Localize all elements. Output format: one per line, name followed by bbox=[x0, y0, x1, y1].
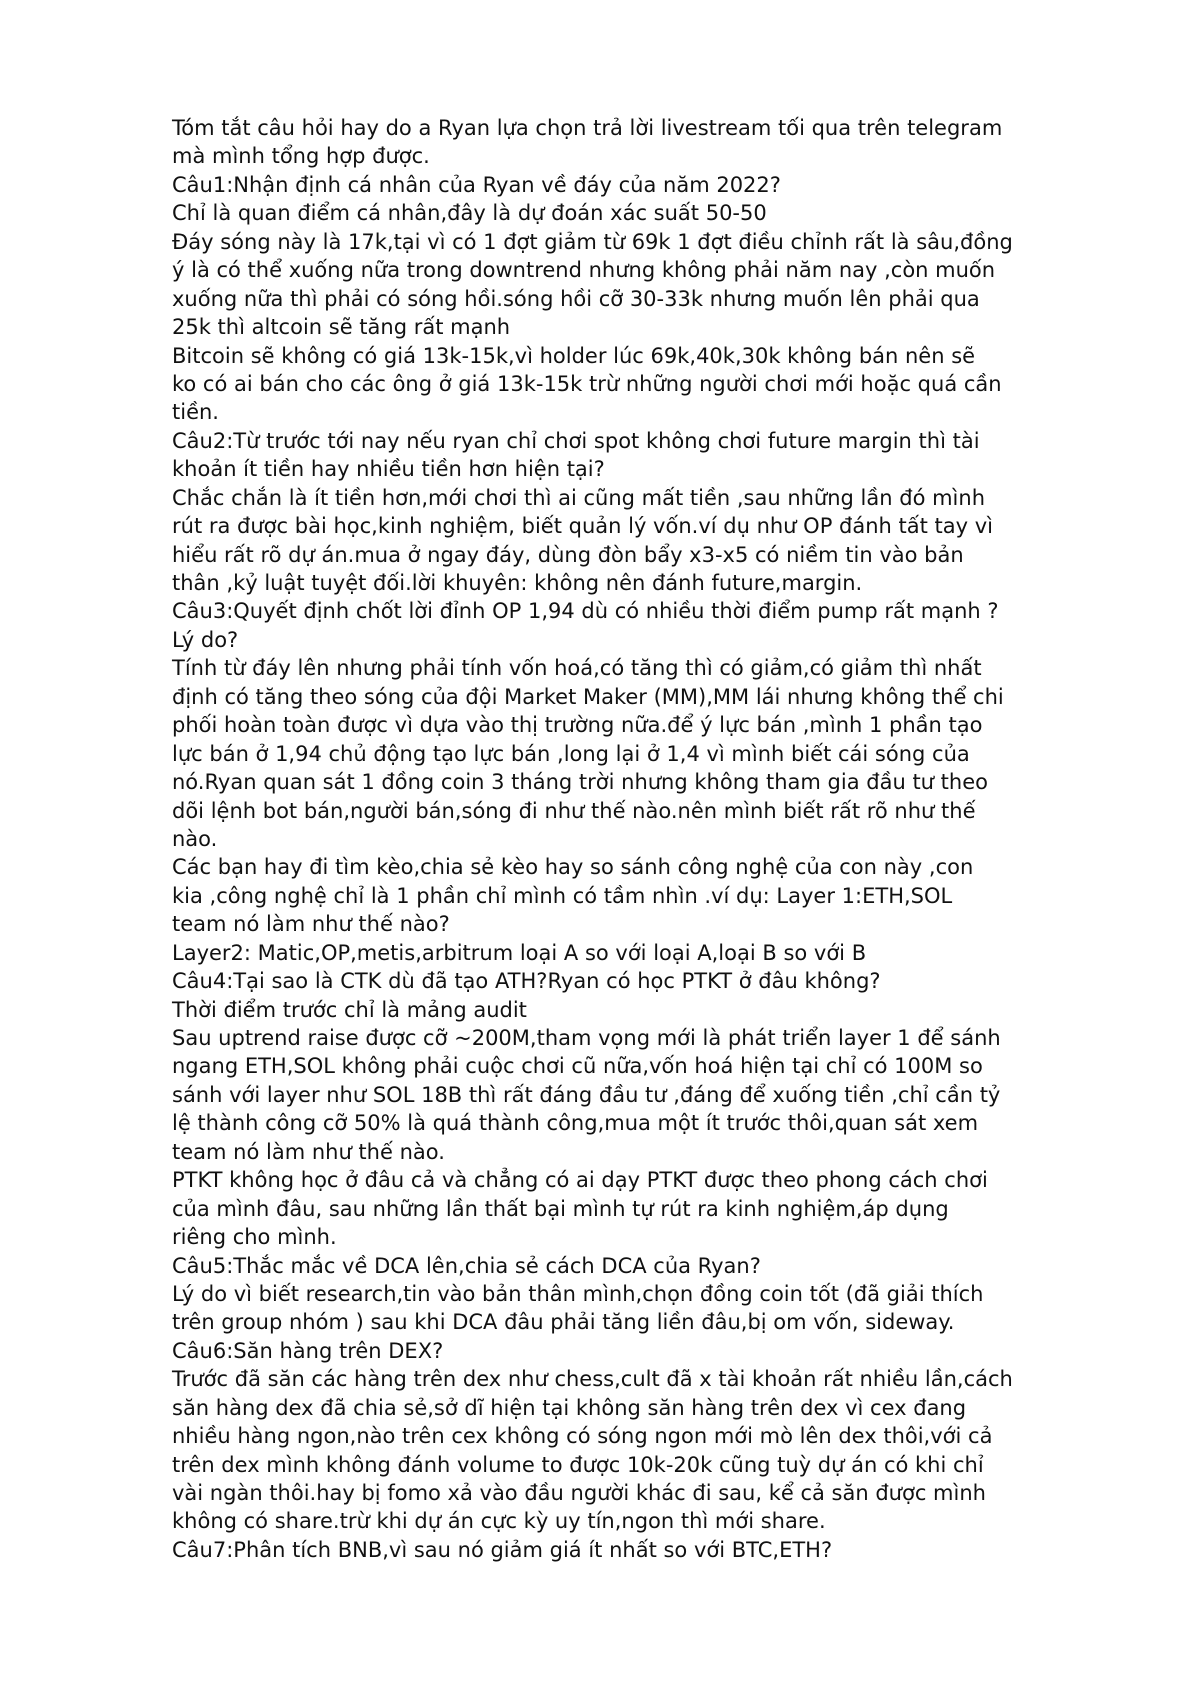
answer-line: nó.Ryan quan sát 1 đồng coin 3 tháng trời nhưng không tham gia đầu tư theo bbox=[172, 770, 988, 795]
answer-line: Tính từ đáy lên nhưng phải tính vốn hoá,có tăng thì có giảm,có giảm thì nhất bbox=[172, 656, 982, 681]
answer-line: team nó làm như thế nào? bbox=[172, 912, 450, 937]
answer-line: hiểu rất rõ dự án.mua ở ngay đáy, dùng đòn bẩy x3-x5 có niềm tin vào bản bbox=[172, 542, 964, 567]
document-intro-line: mà mình tổng hợp được. bbox=[172, 144, 430, 169]
answer-line: team nó làm như thế nào. bbox=[172, 1139, 445, 1164]
answer-line: Chắc chắn là ít tiền hơn,mới chơi thì ai cũng mất tiền ,sau những lần đó mình bbox=[172, 485, 986, 510]
answer-line: dõi lệnh bot bán,người bán,sóng đi như thế nào.nên mình biết rất rõ như thế bbox=[172, 798, 976, 823]
answer-line: Đáy sóng này là 17k,tại vì có 1 đợt giảm từ 69k 1 đợt điều chỉnh rất là sâu,đồng bbox=[172, 229, 1013, 254]
answer-line: săn hàng dex đã chia sẻ,sở dĩ hiện tại không săn hàng trên dex vì cex đang bbox=[172, 1395, 967, 1420]
answer-line: nhiều hàng ngon,nào trên cex không có sóng ngon mới mò lên dex thôi,với cả bbox=[172, 1424, 993, 1449]
answer-line: phối hoàn toàn được vì dựa vào thị trường nữa.để ý lực bán ,mình 1 phần tạo bbox=[172, 713, 983, 738]
answer-line: vài ngàn thôi.hay bị fomo xả vào đầu người khác đi sau, kể cả săn được mình bbox=[172, 1481, 986, 1505]
answer-line: kia ,công nghệ chỉ là 1 phần chỉ mình có tầm nhìn .ví dụ: Layer 1:ETH,SOL bbox=[172, 883, 953, 908]
answer-line: Layer2: Matic,OP,metis,arbitrum loại A so với loại A,loại B so với B bbox=[172, 940, 867, 965]
answer-line: tiền. bbox=[172, 400, 219, 425]
question-line: khoản ít tiền hay nhiều tiền hơn hiện tại? bbox=[172, 457, 605, 482]
question-line: Câu6:Săn hàng trên DEX? bbox=[172, 1338, 444, 1363]
document-intro-line: Tóm tắt câu hỏi hay do a Ryan lựa chọn trả lời livestream tối qua trên telegram bbox=[172, 116, 1003, 140]
answer-line: thân ,kỷ luật tuyệt đối.lời khuyên: không nên đánh future,margin. bbox=[172, 571, 863, 595]
question-line: Câu4:Tại sao là CTK dù đã tạo ATH?Ryan có học PTKT ở đâu không? bbox=[172, 969, 881, 994]
answer-line: ý là có thể xuống nữa trong downtrend nhưng không phải năm nay ,còn muốn bbox=[172, 258, 996, 283]
answer-line: lực bán ở 1,94 chủ động tạo lực bán ,long lại ở 1,4 vì mình biết cái sóng của bbox=[172, 741, 970, 766]
answer-line: lệ thành công cỡ 50% là quá thành công,mua một ít trước thôi,quan sát xem bbox=[172, 1111, 979, 1136]
question-line: Câu5:Thắc mắc về DCA lên,chia sẻ cách DCA của Ryan? bbox=[172, 1253, 761, 1278]
answer-line: ko có ai bán cho các ông ở giá 13k-15k trừ những người chơi mới hoặc quá cần bbox=[172, 371, 1002, 396]
answer-line: riêng cho mình. bbox=[172, 1225, 337, 1250]
answer-line: Bitcoin sẽ không có giá 13k-15k,vì holder lúc 69k,40k,30k không bán nên sẽ bbox=[172, 343, 976, 368]
answer-line: xuống nữa thì phải có sóng hồi.sóng hồi cỡ 30-33k nhưng muốn lên phải qua bbox=[172, 286, 980, 311]
answer-line: PTKT không học ở đâu cả và chẳng có ai dạy PTKT được theo phong cách chơi bbox=[172, 1168, 988, 1193]
answer-line: Chỉ là quan điểm cá nhân,đây là dự đoán xác suất 50-50 bbox=[172, 201, 767, 226]
question-line: Câu2:Từ trước tới nay nếu ryan chỉ chơi spot không chơi future margin thì tài bbox=[172, 428, 980, 453]
answer-line: Trước đã săn các hàng trên dex như chess,cult đã x tài khoản rất nhiều lần,cách bbox=[172, 1367, 1013, 1392]
answer-line: trên group nhóm ) sau khi DCA đâu phải tăng liền đâu,bị om vốn, sideway. bbox=[172, 1310, 955, 1335]
answer-line: trên dex mình không đánh volume to được 10k-20k cũng tuỳ dự án có khi chỉ bbox=[172, 1452, 984, 1477]
answer-line: không có share.trừ khi dự án cực kỳ uy tín,ngon thì mới share. bbox=[172, 1509, 826, 1534]
question-line: Lý do? bbox=[172, 627, 239, 652]
answer-line: của mình đâu, sau những lần thất bại mình tự rút ra kinh nghiệm,áp dụng bbox=[172, 1196, 949, 1221]
answer-line: Các bạn hay đi tìm kèo,chia sẻ kèo hay so sánh công nghệ của con này ,con bbox=[172, 855, 974, 880]
answer-line: 25k thì altcoin sẽ tăng rất mạnh bbox=[172, 315, 511, 340]
document-body bbox=[172, 114, 1132, 1564]
answer-line: ngang ETH,SOL không phải cuộc chơi cũ nữa,vốn hoá hiện tại chỉ có 100M so bbox=[172, 1054, 983, 1079]
answer-line: Sau uptrend raise được cỡ ~200M,tham vọng mới là phát triển layer 1 để sánh bbox=[172, 1026, 1001, 1050]
question-line: Câu1:Nhận định cá nhân của Ryan về đáy của năm 2022? bbox=[172, 172, 781, 197]
answer-line: sánh với layer như SOL 18B thì rất đáng đầu tư ,đáng để xuống tiền ,chỉ cần tỷ bbox=[172, 1082, 1001, 1107]
answer-line: rút ra được bài học,kinh nghiệm, biết quản lý vốn.ví dụ như OP đánh tất tay vì bbox=[172, 514, 994, 539]
answer-line: Lý do vì biết research,tin vào bản thân mình,chọn đồng coin tốt (đã giải thích bbox=[172, 1281, 984, 1306]
answer-line: Thời điểm trước chỉ là mảng audit bbox=[172, 997, 527, 1022]
answer-line: nào. bbox=[172, 826, 218, 851]
question-line: Câu7:Phân tích BNB,vì sau nó giảm giá ít nhất so với BTC,ETH? bbox=[172, 1537, 833, 1562]
question-line: Câu3:Quyết định chốt lời đỉnh OP 1,94 dù có nhiều thời điểm pump rất mạnh ? bbox=[172, 599, 999, 624]
answer-line: định có tăng theo sóng của đội Market Maker (MM),MM lái nhưng không thể chi bbox=[172, 684, 1004, 709]
